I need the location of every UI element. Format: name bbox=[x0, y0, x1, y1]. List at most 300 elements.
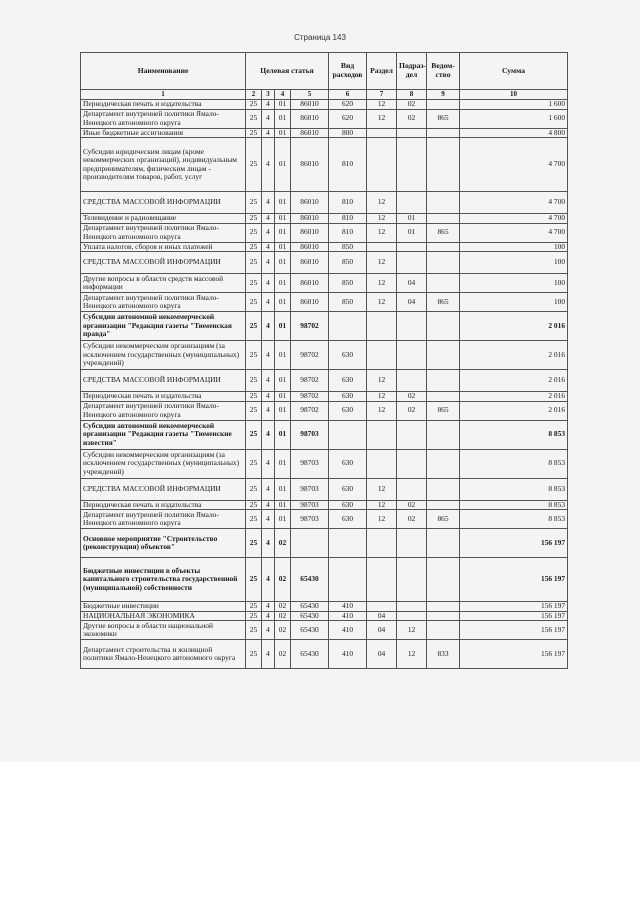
cell-expense-type: 630 bbox=[329, 392, 367, 402]
cell-target-subprogram: 4 bbox=[262, 214, 275, 224]
col-number: 4 bbox=[275, 90, 291, 100]
cell-expense-type: 630 bbox=[329, 449, 367, 478]
cell-target-program: 25 bbox=[246, 223, 262, 242]
cell-sum: 8 853 bbox=[460, 510, 568, 529]
cell-target-subprogram: 4 bbox=[262, 558, 275, 602]
cell-sum: 8 853 bbox=[460, 449, 568, 478]
table-row bbox=[81, 392, 568, 402]
cell-target-code: 65430 bbox=[291, 621, 329, 640]
cell-sum: 156 197 bbox=[460, 611, 568, 621]
cell-department: 865 bbox=[427, 223, 460, 242]
cell-department bbox=[427, 420, 460, 449]
cell-expense-type: 410 bbox=[329, 611, 367, 621]
cell-department bbox=[427, 274, 460, 293]
cell-target-program: 25 bbox=[246, 510, 262, 529]
cell-name: Иные бюджетные ассигнования bbox=[81, 128, 246, 138]
cell-subsection bbox=[397, 138, 427, 192]
cell-section: 12 bbox=[367, 478, 397, 500]
cell-expense-type: 850 bbox=[329, 274, 367, 293]
cell-sum: 156 197 bbox=[460, 621, 568, 640]
header-subsection: Подраз-дел bbox=[397, 53, 427, 90]
cell-target-measure: 02 bbox=[275, 529, 291, 558]
cell-target-subprogram: 4 bbox=[262, 274, 275, 293]
col-number: 7 bbox=[367, 90, 397, 100]
cell-target-subprogram: 4 bbox=[262, 293, 275, 312]
cell-department: 865 bbox=[427, 109, 460, 128]
table-row bbox=[81, 611, 568, 621]
cell-target-program: 25 bbox=[246, 449, 262, 478]
cell-name: Субсидии некоммерческим организациям (за исключением государственных (муниципальных) учреждений) bbox=[81, 449, 246, 478]
cell-target-program: 25 bbox=[246, 401, 262, 420]
cell-target-subprogram: 4 bbox=[262, 242, 275, 252]
cell-target-subprogram: 4 bbox=[262, 109, 275, 128]
table-row bbox=[81, 252, 568, 274]
cell-department: 865 bbox=[427, 293, 460, 312]
cell-subsection: 04 bbox=[397, 274, 427, 293]
cell-department bbox=[427, 621, 460, 640]
cell-target-program: 25 bbox=[246, 242, 262, 252]
cell-name: Периодическая печать и издательства bbox=[81, 100, 246, 110]
cell-target-code: 86010 bbox=[291, 100, 329, 110]
cell-target-subprogram: 4 bbox=[262, 223, 275, 242]
cell-section bbox=[367, 449, 397, 478]
cell-expense-type: 410 bbox=[329, 602, 367, 612]
cell-target-program: 25 bbox=[246, 392, 262, 402]
header-name: Наименование bbox=[81, 53, 246, 90]
cell-target-code: 86010 bbox=[291, 109, 329, 128]
cell-target-code: 65430 bbox=[291, 611, 329, 621]
cell-target-subprogram: 4 bbox=[262, 420, 275, 449]
cell-target-measure: 01 bbox=[275, 192, 291, 214]
cell-expense-type: 850 bbox=[329, 252, 367, 274]
cell-name: Департамент внутренней политики Ямало-Ненецкого автономного округа bbox=[81, 109, 246, 128]
cell-target-program: 25 bbox=[246, 341, 262, 370]
table-row bbox=[81, 401, 568, 420]
cell-target-measure: 01 bbox=[275, 223, 291, 242]
cell-target-subprogram: 4 bbox=[262, 621, 275, 640]
cell-target-measure: 01 bbox=[275, 370, 291, 392]
cell-target-program: 25 bbox=[246, 293, 262, 312]
cell-target-code: 98702 bbox=[291, 370, 329, 392]
cell-subsection: 02 bbox=[397, 392, 427, 402]
budget-table bbox=[80, 52, 568, 669]
cell-sum: 4 700 bbox=[460, 138, 568, 192]
cell-target-measure: 01 bbox=[275, 500, 291, 510]
cell-subsection: 02 bbox=[397, 510, 427, 529]
cell-department bbox=[427, 128, 460, 138]
cell-name: Департамент внутренней политики Ямало-Ненецкого автономного округа bbox=[81, 510, 246, 529]
cell-name: Бюджетные инвестиции bbox=[81, 602, 246, 612]
cell-sum: 156 197 bbox=[460, 558, 568, 602]
cell-subsection bbox=[397, 192, 427, 214]
cell-name: Периодическая печать и издательства bbox=[81, 392, 246, 402]
col-number: 2 bbox=[246, 90, 262, 100]
cell-subsection bbox=[397, 420, 427, 449]
cell-sum: 1 600 bbox=[460, 109, 568, 128]
header-sum: Сумма bbox=[460, 53, 568, 90]
header-type: Вид расходов bbox=[329, 53, 367, 90]
table-row bbox=[81, 312, 568, 341]
cell-name: Субсидии юридическим лицам (кроме некоммерческих организаций), индивидуальным предпринимателям, физическим лицам - производителям товаров, работ, услуг bbox=[81, 138, 246, 192]
cell-subsection: 02 bbox=[397, 401, 427, 420]
cell-expense-type bbox=[329, 558, 367, 602]
cell-target-measure: 02 bbox=[275, 602, 291, 612]
cell-sum: 4 700 bbox=[460, 214, 568, 224]
cell-sum: 2 016 bbox=[460, 401, 568, 420]
cell-target-subprogram: 4 bbox=[262, 500, 275, 510]
cell-target-program: 25 bbox=[246, 529, 262, 558]
cell-target-program: 25 bbox=[246, 128, 262, 138]
cell-name: Бюджетные инвестиции в объекты капитального строительства государственной (муниципальной) собственности bbox=[81, 558, 246, 602]
table-row bbox=[81, 449, 568, 478]
blank-margin bbox=[0, 762, 640, 905]
cell-expense-type: 630 bbox=[329, 370, 367, 392]
page-number-label: Страница 143 bbox=[294, 33, 346, 42]
cell-section: 12 bbox=[367, 109, 397, 128]
cell-department bbox=[427, 252, 460, 274]
cell-name: СРЕДСТВА МАССОВОЙ ИНФОРМАЦИИ bbox=[81, 252, 246, 274]
cell-sum: 2 016 bbox=[460, 370, 568, 392]
cell-target-measure: 01 bbox=[275, 109, 291, 128]
cell-target-subprogram: 4 bbox=[262, 312, 275, 341]
cell-target-subprogram: 4 bbox=[262, 192, 275, 214]
cell-target-code: 98702 bbox=[291, 341, 329, 370]
table-row bbox=[81, 529, 568, 558]
cell-subsection: 01 bbox=[397, 214, 427, 224]
cell-department bbox=[427, 100, 460, 110]
table-row bbox=[81, 341, 568, 370]
cell-target-program: 25 bbox=[246, 420, 262, 449]
table-row bbox=[81, 223, 568, 242]
col-number: 1 bbox=[81, 90, 246, 100]
cell-target-subprogram: 4 bbox=[262, 449, 275, 478]
cell-name: Департамент строительства и жилищной политики Ямало-Ненецкого автономного округа bbox=[81, 640, 246, 669]
cell-subsection: 02 bbox=[397, 500, 427, 510]
cell-target-code: 98703 bbox=[291, 478, 329, 500]
cell-subsection bbox=[397, 478, 427, 500]
cell-sum: 2 016 bbox=[460, 312, 568, 341]
table-row bbox=[81, 420, 568, 449]
cell-target-subprogram: 4 bbox=[262, 138, 275, 192]
cell-target-code: 86010 bbox=[291, 192, 329, 214]
cell-name: Другие вопросы в области средств массовой информации bbox=[81, 274, 246, 293]
cell-section bbox=[367, 602, 397, 612]
cell-target-measure: 01 bbox=[275, 274, 291, 293]
cell-section: 12 bbox=[367, 293, 397, 312]
cell-expense-type: 810 bbox=[329, 214, 367, 224]
cell-target-program: 25 bbox=[246, 312, 262, 341]
cell-target-subprogram: 4 bbox=[262, 478, 275, 500]
cell-target-measure: 01 bbox=[275, 100, 291, 110]
cell-expense-type bbox=[329, 420, 367, 449]
cell-target-measure: 01 bbox=[275, 252, 291, 274]
cell-target-subprogram: 4 bbox=[262, 392, 275, 402]
cell-name: СРЕДСТВА МАССОВОЙ ИНФОРМАЦИИ bbox=[81, 478, 246, 500]
cell-target-code: 86010 bbox=[291, 138, 329, 192]
header-section: Раздел bbox=[367, 53, 397, 90]
header-row bbox=[81, 53, 568, 90]
cell-section bbox=[367, 341, 397, 370]
cell-target-code: 86010 bbox=[291, 274, 329, 293]
cell-target-measure: 01 bbox=[275, 392, 291, 402]
cell-expense-type: 410 bbox=[329, 621, 367, 640]
cell-target-code: 86010 bbox=[291, 128, 329, 138]
cell-target-measure: 01 bbox=[275, 341, 291, 370]
cell-target-code: 98702 bbox=[291, 312, 329, 341]
column-number-row bbox=[81, 90, 568, 100]
cell-expense-type: 850 bbox=[329, 242, 367, 252]
cell-sum: 2 016 bbox=[460, 341, 568, 370]
cell-target-measure: 01 bbox=[275, 214, 291, 224]
cell-target-program: 25 bbox=[246, 621, 262, 640]
cell-section: 12 bbox=[367, 500, 397, 510]
cell-name: Субсидии автономной некоммерческой организации "Редакция газеты "Тюменская правда" bbox=[81, 312, 246, 341]
cell-sum: 156 197 bbox=[460, 640, 568, 669]
cell-expense-type: 620 bbox=[329, 100, 367, 110]
cell-subsection bbox=[397, 312, 427, 341]
cell-target-code: 98703 bbox=[291, 500, 329, 510]
table-row bbox=[81, 500, 568, 510]
cell-section: 12 bbox=[367, 223, 397, 242]
cell-name: Субсидии некоммерческим организациям (за исключением государственных (муниципальных) учреждений) bbox=[81, 341, 246, 370]
cell-target-code: 65430 bbox=[291, 558, 329, 602]
cell-target-program: 25 bbox=[246, 138, 262, 192]
cell-target-code: 86010 bbox=[291, 242, 329, 252]
cell-expense-type: 810 bbox=[329, 138, 367, 192]
table-row bbox=[81, 100, 568, 110]
cell-sum: 4 700 bbox=[460, 223, 568, 242]
cell-target-measure: 01 bbox=[275, 312, 291, 341]
cell-target-subprogram: 4 bbox=[262, 529, 275, 558]
cell-expense-type bbox=[329, 312, 367, 341]
cell-department bbox=[427, 370, 460, 392]
cell-name: Департамент внутренней политики Ямало-Ненецкого автономного округа bbox=[81, 401, 246, 420]
cell-target-measure: 01 bbox=[275, 420, 291, 449]
cell-department: 865 bbox=[427, 510, 460, 529]
cell-name: Периодическая печать и издательства bbox=[81, 500, 246, 510]
cell-subsection bbox=[397, 602, 427, 612]
header-department: Ведом-ство bbox=[427, 53, 460, 90]
cell-subsection bbox=[397, 341, 427, 370]
cell-target-code bbox=[291, 529, 329, 558]
cell-sum: 100 bbox=[460, 252, 568, 274]
cell-target-subprogram: 4 bbox=[262, 611, 275, 621]
cell-expense-type: 410 bbox=[329, 640, 367, 669]
cell-sum: 8 853 bbox=[460, 500, 568, 510]
cell-section: 12 bbox=[367, 401, 397, 420]
cell-target-subprogram: 4 bbox=[262, 341, 275, 370]
cell-target-measure: 01 bbox=[275, 293, 291, 312]
cell-target-measure: 01 bbox=[275, 242, 291, 252]
cell-sum: 100 bbox=[460, 274, 568, 293]
cell-target-measure: 01 bbox=[275, 128, 291, 138]
table-row bbox=[81, 602, 568, 612]
cell-section bbox=[367, 128, 397, 138]
cell-target-program: 25 bbox=[246, 611, 262, 621]
col-number: 9 bbox=[427, 90, 460, 100]
cell-target-code: 65430 bbox=[291, 602, 329, 612]
cell-target-subprogram: 4 bbox=[262, 252, 275, 274]
cell-subsection: 12 bbox=[397, 621, 427, 640]
col-number: 3 bbox=[262, 90, 275, 100]
cell-expense-type: 630 bbox=[329, 500, 367, 510]
cell-subsection bbox=[397, 252, 427, 274]
cell-target-measure: 02 bbox=[275, 621, 291, 640]
cell-name: СРЕДСТВА МАССОВОЙ ИНФОРМАЦИИ bbox=[81, 370, 246, 392]
cell-sum: 156 197 bbox=[460, 529, 568, 558]
cell-subsection bbox=[397, 558, 427, 602]
cell-target-measure: 01 bbox=[275, 449, 291, 478]
cell-name: Субсидии автономной некоммерческой организации "Редакция газеты "Тюменские известия" bbox=[81, 420, 246, 449]
table-row bbox=[81, 128, 568, 138]
cell-target-measure: 02 bbox=[275, 640, 291, 669]
cell-target-measure: 02 bbox=[275, 611, 291, 621]
cell-sum: 100 bbox=[460, 293, 568, 312]
cell-target-program: 25 bbox=[246, 252, 262, 274]
cell-section bbox=[367, 529, 397, 558]
cell-expense-type: 630 bbox=[329, 341, 367, 370]
cell-target-subprogram: 4 bbox=[262, 640, 275, 669]
table-row bbox=[81, 293, 568, 312]
cell-target-program: 25 bbox=[246, 100, 262, 110]
cell-target-program: 25 bbox=[246, 500, 262, 510]
cell-subsection: 02 bbox=[397, 109, 427, 128]
cell-expense-type: 850 bbox=[329, 293, 367, 312]
col-number: 10 bbox=[460, 90, 568, 100]
cell-department bbox=[427, 478, 460, 500]
cell-target-program: 25 bbox=[246, 109, 262, 128]
cell-section: 12 bbox=[367, 370, 397, 392]
cell-expense-type: 630 bbox=[329, 510, 367, 529]
cell-target-measure: 01 bbox=[275, 510, 291, 529]
cell-department bbox=[427, 214, 460, 224]
cell-department bbox=[427, 192, 460, 214]
cell-subsection bbox=[397, 611, 427, 621]
table-row bbox=[81, 478, 568, 500]
cell-department bbox=[427, 500, 460, 510]
cell-department bbox=[427, 138, 460, 192]
cell-target-subprogram: 4 bbox=[262, 510, 275, 529]
cell-section bbox=[367, 420, 397, 449]
col-number: 8 bbox=[397, 90, 427, 100]
cell-expense-type: 810 bbox=[329, 223, 367, 242]
table-row bbox=[81, 370, 568, 392]
cell-subsection bbox=[397, 449, 427, 478]
cell-expense-type: 800 bbox=[329, 128, 367, 138]
cell-target-measure: 01 bbox=[275, 138, 291, 192]
cell-department bbox=[427, 558, 460, 602]
cell-target-code: 65430 bbox=[291, 640, 329, 669]
cell-department: 833 bbox=[427, 640, 460, 669]
cell-name: Основное мероприятие "Строительство (реконструкция) объектов" bbox=[81, 529, 246, 558]
cell-target-subprogram: 4 bbox=[262, 401, 275, 420]
table-row bbox=[81, 214, 568, 224]
cell-target-subprogram: 4 bbox=[262, 128, 275, 138]
cell-target-subprogram: 4 bbox=[262, 602, 275, 612]
cell-name: Департамент внутренней политики Ямало-Ненецкого автономного округа bbox=[81, 293, 246, 312]
cell-target-subprogram: 4 bbox=[262, 100, 275, 110]
cell-target-program: 25 bbox=[246, 214, 262, 224]
cell-target-code: 86010 bbox=[291, 252, 329, 274]
cell-subsection bbox=[397, 242, 427, 252]
cell-section bbox=[367, 242, 397, 252]
cell-target-program: 25 bbox=[246, 602, 262, 612]
cell-section bbox=[367, 312, 397, 341]
cell-section: 04 bbox=[367, 611, 397, 621]
cell-name: НАЦИОНАЛЬНАЯ ЭКОНОМИКА bbox=[81, 611, 246, 621]
cell-name: Департамент внутренней политики Ямало-Ненецкого автономного округа bbox=[81, 223, 246, 242]
cell-target-code: 98703 bbox=[291, 510, 329, 529]
cell-sum: 1 600 bbox=[460, 100, 568, 110]
cell-sum: 4 700 bbox=[460, 192, 568, 214]
cell-target-code: 86010 bbox=[291, 293, 329, 312]
table-row bbox=[81, 510, 568, 529]
cell-target-subprogram: 4 bbox=[262, 370, 275, 392]
cell-subsection bbox=[397, 370, 427, 392]
cell-section: 12 bbox=[367, 214, 397, 224]
table-row bbox=[81, 274, 568, 293]
cell-target-program: 25 bbox=[246, 640, 262, 669]
table-row bbox=[81, 192, 568, 214]
table-row bbox=[81, 621, 568, 640]
cell-sum: 8 853 bbox=[460, 420, 568, 449]
cell-section: 12 bbox=[367, 274, 397, 293]
cell-subsection: 02 bbox=[397, 100, 427, 110]
cell-section: 12 bbox=[367, 392, 397, 402]
cell-department bbox=[427, 242, 460, 252]
cell-section: 12 bbox=[367, 192, 397, 214]
cell-section: 04 bbox=[367, 621, 397, 640]
cell-department bbox=[427, 392, 460, 402]
cell-name: Уплата налогов, сборов и иных платежей bbox=[81, 242, 246, 252]
table-row bbox=[81, 558, 568, 602]
cell-subsection: 04 bbox=[397, 293, 427, 312]
cell-expense-type: 630 bbox=[329, 401, 367, 420]
cell-target-code: 86010 bbox=[291, 214, 329, 224]
cell-target-program: 25 bbox=[246, 370, 262, 392]
col-number: 5 bbox=[291, 90, 329, 100]
cell-target-code: 86010 bbox=[291, 223, 329, 242]
cell-section: 04 bbox=[367, 640, 397, 669]
cell-target-code: 98702 bbox=[291, 392, 329, 402]
cell-sum: 100 bbox=[460, 242, 568, 252]
cell-section: 12 bbox=[367, 252, 397, 274]
table-body bbox=[81, 100, 568, 669]
cell-target-measure: 01 bbox=[275, 478, 291, 500]
cell-department bbox=[427, 312, 460, 341]
cell-expense-type: 630 bbox=[329, 478, 367, 500]
cell-name: Телевидение и радиовещание bbox=[81, 214, 246, 224]
cell-department bbox=[427, 529, 460, 558]
cell-sum: 4 800 bbox=[460, 128, 568, 138]
cell-subsection bbox=[397, 529, 427, 558]
cell-section: 12 bbox=[367, 510, 397, 529]
cell-target-code: 98702 bbox=[291, 401, 329, 420]
cell-section bbox=[367, 558, 397, 602]
cell-department bbox=[427, 449, 460, 478]
cell-target-program: 25 bbox=[246, 558, 262, 602]
cell-sum: 156 197 bbox=[460, 602, 568, 612]
cell-department bbox=[427, 611, 460, 621]
cell-sum: 8 853 bbox=[460, 478, 568, 500]
cell-target-code: 98703 bbox=[291, 449, 329, 478]
cell-target-measure: 01 bbox=[275, 401, 291, 420]
col-number: 6 bbox=[329, 90, 367, 100]
cell-name: Другие вопросы в области национальной экономики bbox=[81, 621, 246, 640]
cell-department bbox=[427, 341, 460, 370]
table-row bbox=[81, 242, 568, 252]
cell-sum: 2 016 bbox=[460, 392, 568, 402]
